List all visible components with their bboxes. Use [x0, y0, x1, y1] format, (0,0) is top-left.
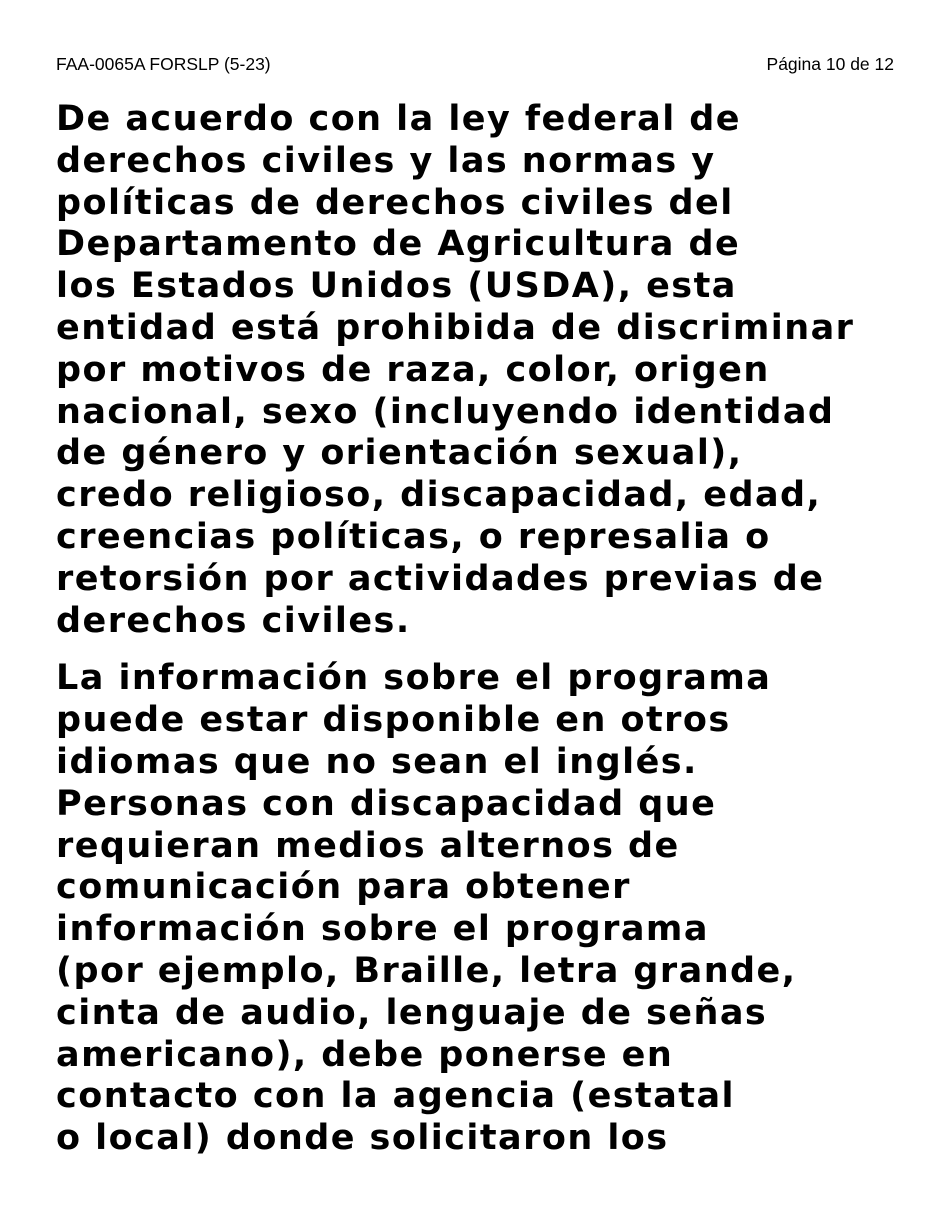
text-line: derechos civiles. — [56, 600, 411, 641]
text-line: comunicación para obtener — [56, 867, 631, 908]
text-line: creencias políticas, o represalia o — [56, 516, 771, 557]
text-line: entidad está prohibida de discriminar — [56, 307, 855, 348]
text-line: puede estar disponible en otros — [56, 700, 731, 741]
document-body — [56, 99, 926, 1160]
text-line: nacional, sexo (incluyendo identidad — [56, 391, 835, 432]
page-number: Página 10 de 12 — [766, 54, 894, 74]
text-line: derechos civiles y las normas y — [56, 140, 716, 181]
page-header — [56, 52, 894, 76]
text-line: americano), debe ponerse en — [56, 1034, 674, 1075]
text-line: requieran medios alternos de — [56, 825, 680, 866]
text-line: De acuerdo con la ley federal de — [56, 99, 741, 139]
text-line: credo religioso, discapacidad, edad, — [56, 475, 822, 516]
text-line: (por ejemplo, Braille, letra grande, — [56, 950, 797, 991]
text-line: políticas de derechos civiles del — [56, 182, 734, 223]
text-line: contacto con la agencia (estatal — [56, 1076, 735, 1117]
text-line: Departamento de Agricultura de — [56, 224, 741, 265]
text-line: idiomas que no sean el inglés. — [56, 741, 698, 782]
text-line: por motivos de raza, color, origen — [56, 349, 770, 390]
text-line: cinta de audio, lenguaje de señas — [56, 992, 768, 1033]
form-code: FAA-0065A FORSLP (5-23) — [56, 54, 271, 74]
text-line: Personas con discapacidad que — [56, 783, 717, 824]
text-line: o local) donde solicitaron los — [56, 1118, 669, 1159]
text-line: de género y orientación sexual), — [56, 433, 743, 474]
text-line: información sobre el programa — [56, 909, 709, 950]
text-line: retorsión por actividades previas de — [56, 558, 825, 599]
civil-rights-statement-paragraph — [56, 99, 926, 642]
text-line: La información sobre el programa — [56, 658, 772, 699]
text-line: los Estados Unidos (USDA), esta — [56, 266, 737, 307]
program-information-paragraph — [56, 658, 926, 1160]
